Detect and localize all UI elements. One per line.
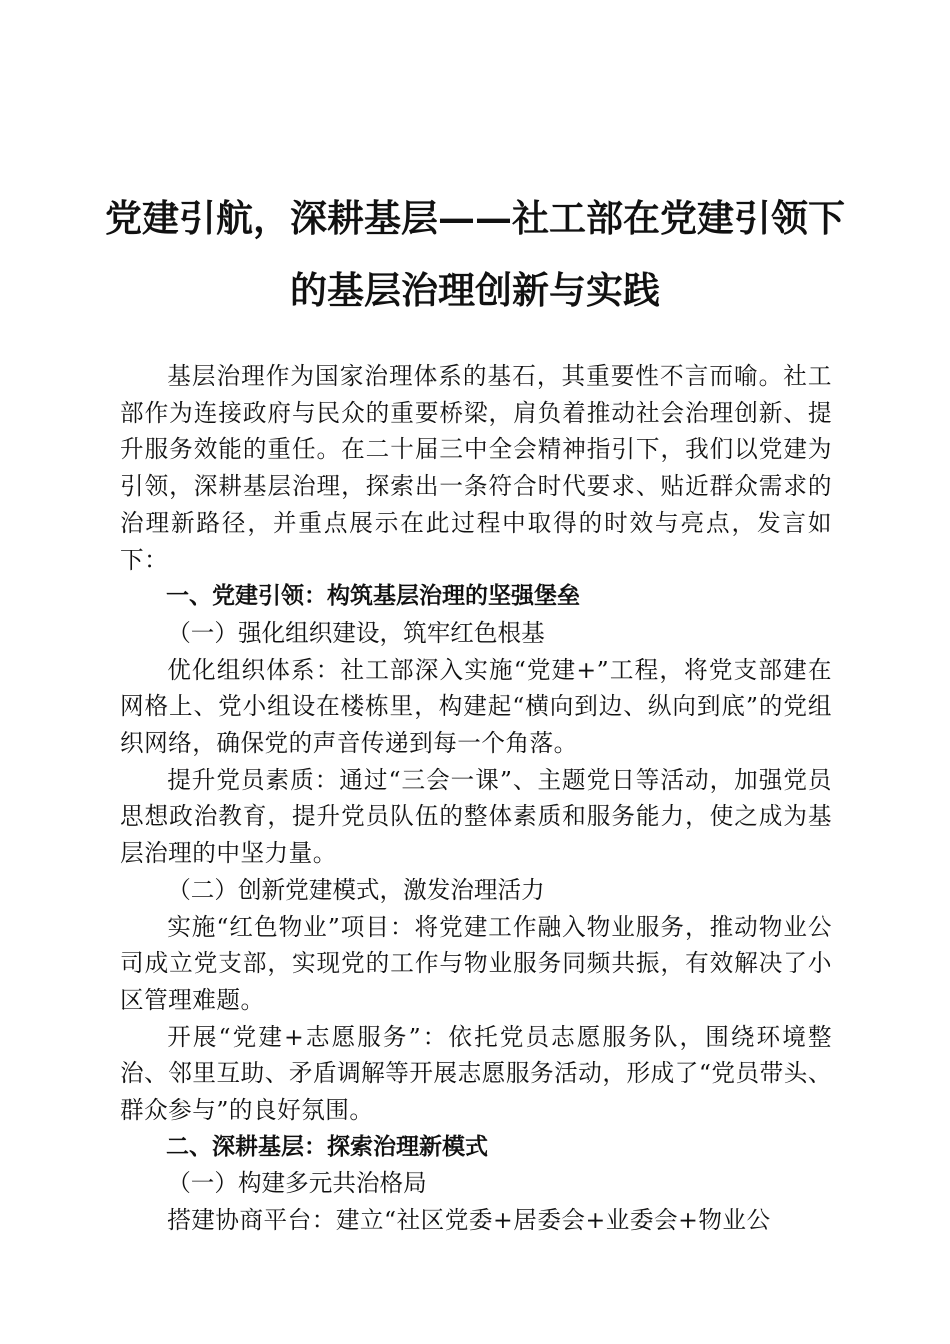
section-1-sub-2-heading: （二）创新党建模式，激发治理活力 <box>167 875 545 904</box>
section-2-sub-1-paragraph-1: 搭建协商平台：建立“社区党委+居委会+业委会+物业公 <box>167 1206 771 1235</box>
section-2-heading: 二、深耕基层：探索治理新模式 <box>166 1133 488 1160</box>
section-1-sub-1-paragraph-2: 提升党员素质：通过“三会一课”、主题党日等活动，加强党员思想政治教育，提升党员队伍的整体素质和服务能力，使之成为基层治理的中坚力量。 <box>120 765 832 868</box>
section-1-heading: 一、党建引领：构筑基层治理的坚强堡垒 <box>166 583 580 610</box>
section-1-sub-2-paragraph-1: 实施“红色物业”项目：将党建工作融入物业服务，推动物业公司成立党支部，实现党的工作与物业服务同频共振，有效解决了小区管理难题。 <box>120 912 832 1014</box>
section-1-sub-1-paragraph-1: 优化组织体系：社工部深入实施“党建+”工程，将党支部建在网格上、党小组设在楼栋里，构建起“横向到边、纵向到底”的党组织网络，确保党的声音传递到每一个角落。 <box>120 655 832 758</box>
document-body <box>120 358 832 1239</box>
document-title-line-2: 的基层治理创新与实践 <box>290 268 660 312</box>
section-2-sub-1-heading: （一）构建多元共治格局 <box>167 1169 427 1198</box>
intro-paragraph: 基层治理作为国家治理体系的基石，其重要性不言而喻。社工部作为连接政府与民众的重要桥梁，肩负着推动社会治理创新、提升服务效能的重任。在二十届三中全会精神指引下，我们以党建为引领，深耕基层治理，探索出一条符合时代要求、贴近群众需求的治理新路径，并重点展示在此过程中取得的时效与亮点，发言如下： <box>120 362 832 574</box>
section-1-sub-2-paragraph-2: 开展“党建+志愿服务”：依托党员志愿服务队，围绕环境整治、邻里互助、矛盾调解等开展志愿服务活动，形成了“党员带头、群众参与”的良好氛围。 <box>120 1022 832 1125</box>
section-1-sub-1-heading: （一）强化组织建设，筑牢红色根基 <box>167 618 545 647</box>
document-title-line-1: 党建引航，深耕基层——社工部在党建引领下 <box>105 196 845 240</box>
